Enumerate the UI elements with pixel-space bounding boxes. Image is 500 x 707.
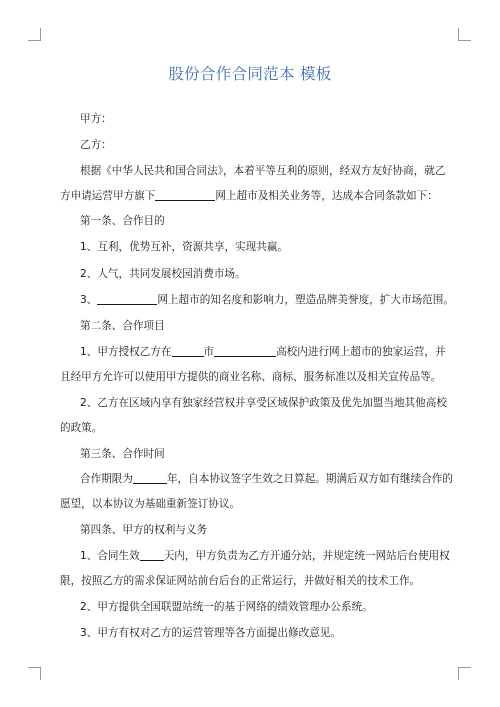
article-2-item-2-line-2: 的政策。: [60, 422, 103, 434]
article-3-heading: 第三条、合作时间: [80, 448, 165, 460]
article-1-item-3: [80, 289, 454, 312]
crop-mark-top-left: [28, 28, 41, 41]
art3-text-b: 年，自本协议签字生效之日算起。期满后双方如有继续合作的: [166, 473, 453, 485]
party-a-line: 甲方：: [80, 113, 112, 125]
article-4-item-1-line-2: 限，按照乙方的需求保证网站前台后台的正常运行，并做好相关的技术工作。: [60, 575, 421, 587]
document-title: 股份合作合同范本 模板: [168, 65, 332, 83]
blank-field-city: [172, 344, 204, 357]
article-2-heading: 第二条、合作项目: [80, 320, 165, 332]
article-2-item-1-line-1: [80, 341, 446, 364]
intro-paragraph-line-2: [60, 185, 440, 208]
intro-text-a: 方申请运营甲方旗下: [60, 190, 156, 202]
article-3-line-2: 愿望，以本协议为基础重新签订协议。: [60, 498, 241, 510]
article-1-heading: 第一条、合作目的: [80, 215, 165, 227]
item-3-text: 网上超市的知名度和影响力，塑造品牌美誉度，扩大市场范围。: [157, 294, 454, 306]
article-3-line-1: [80, 468, 453, 491]
item-3-number: 3、: [80, 294, 98, 306]
art3-text-a: 合作期限为: [80, 473, 133, 485]
art2-1-text-a: 1、甲方授权乙方在: [80, 346, 172, 358]
blank-field-university: [214, 344, 276, 357]
blank-field-days: [140, 548, 164, 561]
article-4-item-3: 3、甲方有权对乙方的运营管理等各方面提出修改意见。: [80, 627, 341, 639]
article-4-heading: 第四条、甲方的权利与义务: [80, 524, 208, 536]
article-4-item-2: 2、甲方提供全国联盟站统一的基于网络的绩效管理办公系统。: [80, 601, 373, 613]
party-b-line: 乙方：: [80, 139, 112, 151]
blank-field-brand: [155, 188, 215, 201]
blank-field-years: [133, 471, 167, 484]
article-4-item-1-line-1: [80, 545, 450, 568]
article-2-item-2-line-1: 2、乙方在区域内享有独家经营权并享受区域保护政策及优先加盟当地其他高校: [80, 397, 447, 409]
art4-1-text-a: 1、合同生效: [80, 550, 140, 562]
article-1-item-1: 1、互利，优势互补，资源共享，实现共赢。: [80, 241, 289, 253]
blank-field-brand-2: [97, 292, 157, 305]
intro-paragraph-line-1: 根据《中华人民共和国合同法》，本着平等互利的原则，经双方友好协商，就乙: [80, 165, 446, 177]
article-2-item-1-line-2: 且经甲方允许可以使用甲方提供的商业名称、商标、服务标准以及相关宣传品等。: [60, 371, 442, 383]
art2-1-text-b: 市: [203, 346, 215, 358]
crop-mark-bottom-left: [28, 667, 41, 680]
art2-1-text-c: 高校内进行网上超市的独家运营，并: [276, 346, 446, 358]
intro-text-b: 网上超市及相关业务等，达成本合同条款如下：: [215, 190, 438, 202]
crop-mark-top-right: [458, 28, 471, 41]
article-1-item-2: 2、人气，共同发展校园消费市场。: [80, 268, 246, 280]
crop-mark-bottom-right: [458, 667, 471, 680]
art4-1-text-b: 天内，甲方负责为乙方开通分站，并规定统一网站后台使用权: [163, 550, 450, 562]
